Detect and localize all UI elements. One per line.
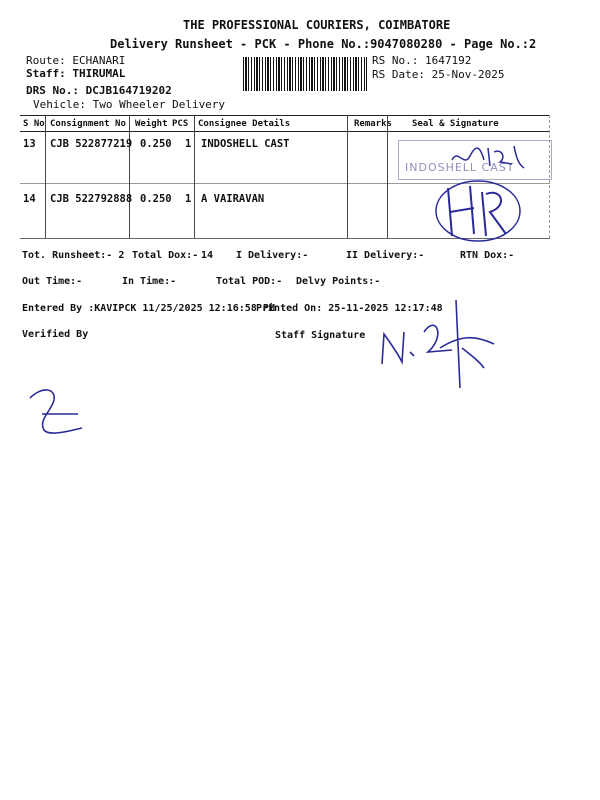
table-row-pcs: 1: [185, 138, 192, 150]
out-time: Out Time:-: [22, 276, 83, 287]
rtn-dox: RTN Dox:-: [460, 250, 515, 261]
table-row-sno: 13: [23, 138, 36, 150]
table-row-consignment: CJB 522792888: [50, 193, 133, 205]
staff-handwritten-signature: [376, 292, 506, 392]
th-seal-signature: Seal & Signature: [412, 119, 499, 129]
total-pod: Total POD:-: [216, 276, 283, 287]
handwritten-mark: [26, 384, 96, 444]
circled-initials-signature: [430, 178, 530, 248]
col-divider: [347, 115, 348, 238]
i-delivery: I Delivery:-: [236, 250, 309, 261]
route: Route: ECHANARI: [26, 54, 126, 67]
drs-number: DRS No.: DCJB164719202: [26, 84, 172, 97]
runsheet-subtitle: Delivery Runsheet - PCK - Phone No.:9047080280 - Page No.:2: [110, 37, 537, 51]
th-pcs: PCS: [172, 119, 189, 129]
table-header-rule: [20, 131, 550, 132]
rs-number: RS No.: 1647192: [372, 54, 472, 67]
th-weight: Weight: [135, 119, 168, 129]
col-divider: [129, 115, 130, 238]
th-remarks: Remarks: [354, 119, 392, 129]
table-row-sno: 14: [23, 193, 36, 205]
ii-delivery: II Delivery:-: [346, 250, 425, 261]
seal-signature-scribble: [450, 142, 530, 172]
col-divider: [45, 115, 46, 238]
company-title: THE PROFESSIONAL COURIERS, COIMBATORE: [183, 18, 451, 32]
col-divider: [387, 115, 388, 238]
entered-by: Entered By :KAVIPCK 11/25/2025 12:16:58 PM: [22, 303, 275, 314]
delvy-points: Delvy Points:-: [296, 276, 381, 287]
stamp-text: INDOSHELL CAST: [405, 161, 515, 174]
in-time: In Time:-: [122, 276, 177, 287]
table-row-consignee: A VAIRAVAN: [201, 193, 265, 205]
table-top-rule: [20, 115, 550, 116]
table-row-pcs: 1: [185, 193, 192, 205]
staff-signature-label: Staff Signature: [275, 330, 366, 341]
vehicle: Vehicle: Two Wheeler Delivery: [33, 98, 226, 111]
rs-date: RS Date: 25-Nov-2025: [372, 68, 505, 81]
th-consignee: Consignee Details: [198, 119, 291, 129]
col-divider: [194, 115, 195, 238]
printed-on: Printed On: 25-11-2025 12:17:48: [256, 303, 443, 314]
total-runsheet: Tot. Runsheet:- 2: [22, 250, 125, 261]
table-row-consignment: CJB 522877219: [50, 138, 133, 150]
th-consignment: Consignment No: [50, 119, 126, 129]
verified-by: Verified By: [22, 329, 89, 340]
total-dox-value: 14: [201, 250, 214, 261]
staff: Staff: THIRUMAL: [26, 67, 126, 80]
table-row-weight: 0.250: [140, 193, 172, 205]
barcode: [243, 57, 367, 91]
total-dox-label: Total Dox:-: [132, 250, 199, 261]
th-sno: S No: [23, 119, 45, 129]
table-row-weight: 0.250: [140, 138, 172, 150]
table-row-consignee: INDOSHELL CAST: [201, 138, 290, 150]
